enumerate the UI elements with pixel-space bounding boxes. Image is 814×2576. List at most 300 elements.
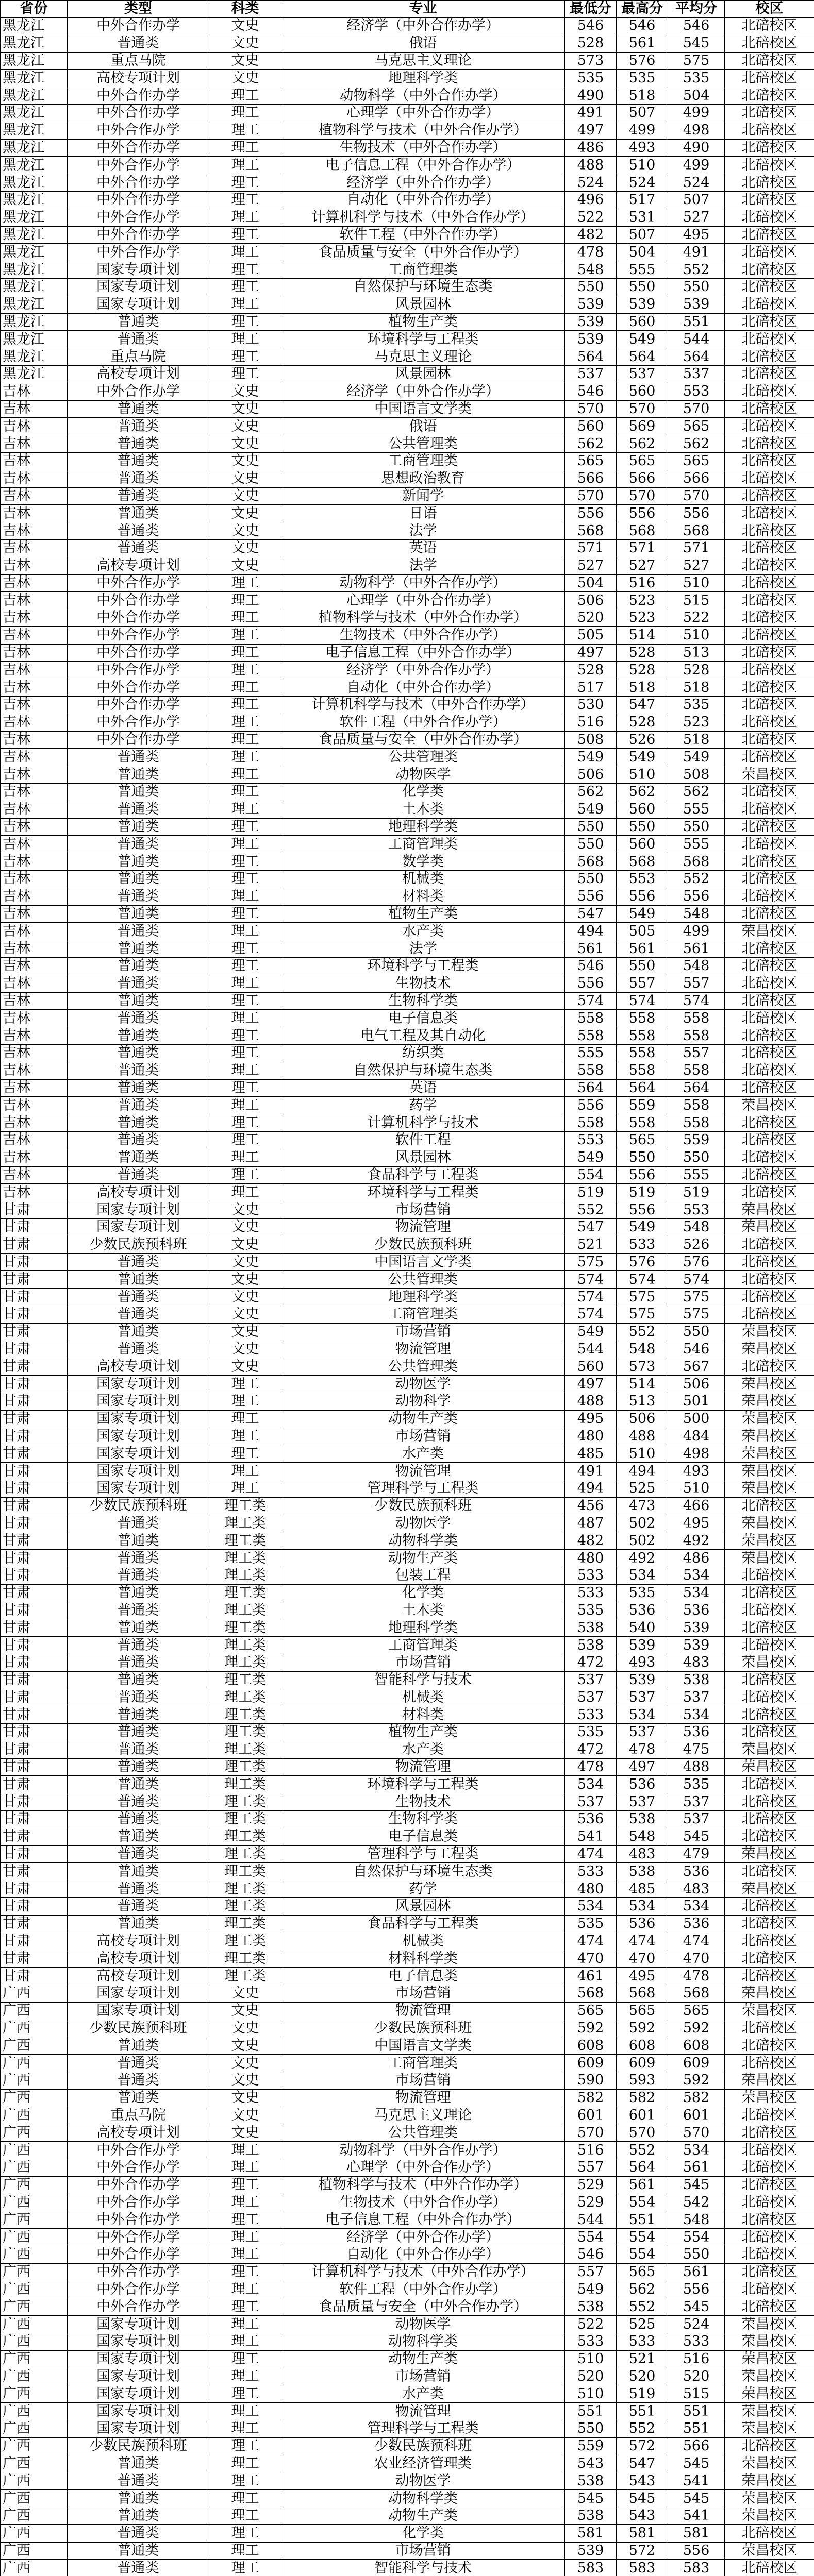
- cell-province: 广西: [1, 2229, 68, 2246]
- cell-province: 吉林: [1, 400, 68, 418]
- cell-subject: 理工: [209, 1428, 281, 1445]
- cell-avg-score: 565: [668, 418, 725, 435]
- cell-major: 地理科学类: [281, 818, 565, 836]
- cell-campus: 北碚校区: [725, 992, 814, 1010]
- cell-campus: 北碚校区: [725, 1811, 814, 1828]
- cell-campus: 北碚校区: [725, 104, 814, 122]
- cell-province: 广西: [1, 2490, 68, 2507]
- cell-type: 普通类: [68, 1306, 209, 1323]
- cell-avg-score: 542: [668, 2194, 725, 2211]
- cell-subject: 理工: [209, 2455, 281, 2472]
- cell-major: 英语: [281, 539, 565, 557]
- cell-max-score: 568: [617, 522, 668, 540]
- table-row: [1, 2281, 814, 2298]
- cell-max-score: 495: [617, 1968, 668, 1985]
- cell-max-score: 546: [617, 18, 668, 35]
- cell-campus: 北碚校区: [725, 818, 814, 836]
- cell-min-score: 539: [565, 2542, 617, 2560]
- cell-type: 国家专项计划: [68, 1463, 209, 1480]
- cell-type: 高校专项计划: [68, 2124, 209, 2142]
- cell-max-score: 561: [617, 940, 668, 958]
- cell-min-score: 548: [565, 261, 617, 279]
- cell-major: 法学: [281, 557, 565, 574]
- table-row: [1, 697, 814, 714]
- cell-province: 黑龙江: [1, 313, 68, 331]
- cell-province: 甘肃: [1, 1758, 68, 1776]
- cell-min-score: 582: [565, 2089, 617, 2107]
- cell-campus: 北碚校区: [725, 1132, 814, 1149]
- cell-avg-score: 558: [668, 1010, 725, 1027]
- cell-major: 生物技术: [281, 975, 565, 992]
- cell-max-score: 518: [617, 87, 668, 105]
- cell-max-score: 565: [617, 2263, 668, 2281]
- cell-max-score: 492: [617, 1550, 668, 1567]
- cell-max-score: 535: [617, 1584, 668, 1602]
- cell-subject: 理工类: [209, 1950, 281, 1968]
- table-row: [1, 1637, 814, 1654]
- cell-subject: 理工: [209, 174, 281, 192]
- cell-max-score: 517: [617, 191, 668, 209]
- header-campus: 校区: [725, 1, 814, 18]
- cell-type: 普通类: [68, 749, 209, 766]
- cell-campus: 北碚校区: [725, 905, 814, 923]
- cell-province: 吉林: [1, 749, 68, 766]
- cell-province: 广西: [1, 2281, 68, 2298]
- cell-province: 吉林: [1, 923, 68, 940]
- cell-subject: 文史: [209, 487, 281, 505]
- cell-type: 普通类: [68, 1550, 209, 1567]
- cell-subject: 理工类: [209, 1845, 281, 1863]
- cell-type: 普通类: [68, 871, 209, 888]
- cell-max-score: 564: [617, 1079, 668, 1097]
- table-row: [1, 1950, 814, 1968]
- table-row: [1, 174, 814, 192]
- cell-type: 高校专项计划: [68, 1933, 209, 1950]
- cell-campus: 荣昌校区: [725, 1532, 814, 1550]
- cell-min-score: 573: [565, 52, 617, 70]
- cell-max-score: 534: [617, 1567, 668, 1584]
- table-row: [1, 1271, 814, 1289]
- cell-max-score: 538: [617, 1863, 668, 1880]
- cell-major: 管理科学与工程类: [281, 2420, 565, 2437]
- table-row: [1, 2560, 814, 2576]
- cell-type: 普通类: [68, 522, 209, 540]
- cell-avg-score: 516: [668, 2350, 725, 2368]
- table-row: [1, 2107, 814, 2124]
- cell-min-score: 558: [565, 1062, 617, 1079]
- cell-province: 甘肃: [1, 1602, 68, 1619]
- cell-min-score: 601: [565, 2107, 617, 2124]
- cell-major: 地理科学类: [281, 1619, 565, 1637]
- cell-major: 少数民族预科班: [281, 1236, 565, 1253]
- cell-min-score: 538: [565, 1637, 617, 1654]
- cell-province: 吉林: [1, 836, 68, 853]
- cell-min-score: 574: [565, 1289, 617, 1306]
- cell-province: 广西: [1, 1985, 68, 2003]
- table-row: [1, 365, 814, 383]
- cell-avg-score: 533: [668, 2333, 725, 2350]
- cell-max-score: 549: [617, 905, 668, 923]
- cell-province: 甘肃: [1, 1845, 68, 1863]
- cell-type: 中外合作办学: [68, 383, 209, 400]
- cell-subject: 文史: [209, 1306, 281, 1323]
- cell-avg-score: 536: [668, 1863, 725, 1880]
- table-row: [1, 940, 814, 958]
- header-avg-score: 平均分: [668, 1, 725, 18]
- cell-province: 广西: [1, 2020, 68, 2037]
- cell-avg-score: 534: [668, 1567, 725, 1584]
- table-row: [1, 1584, 814, 1602]
- cell-avg-score: 550: [668, 818, 725, 836]
- cell-campus: 荣昌校区: [725, 2368, 814, 2385]
- cell-type: 普通类: [68, 1515, 209, 1532]
- cell-type: 普通类: [68, 1271, 209, 1289]
- cell-major: 日语: [281, 505, 565, 522]
- cell-max-score: 608: [617, 2037, 668, 2055]
- cell-min-score: 558: [565, 1010, 617, 1027]
- cell-type: 高校专项计划: [68, 1184, 209, 1201]
- cell-subject: 理工: [209, 609, 281, 627]
- cell-type: 普通类: [68, 1166, 209, 1184]
- cell-province: 吉林: [1, 383, 68, 400]
- cell-campus: 北碚校区: [725, 958, 814, 975]
- table-row: [1, 505, 814, 522]
- cell-province: 广西: [1, 2246, 68, 2264]
- table-row: [1, 2263, 814, 2281]
- cell-subject: 文史: [209, 522, 281, 540]
- cell-campus: 北碚校区: [725, 470, 814, 487]
- cell-campus: 北碚校区: [725, 2176, 814, 2194]
- cell-min-score: 565: [565, 2002, 617, 2020]
- cell-campus: 荣昌校区: [725, 2072, 814, 2090]
- cell-major: 水产类: [281, 2385, 565, 2403]
- cell-min-score: 566: [565, 470, 617, 487]
- cell-max-score: 550: [617, 278, 668, 296]
- cell-major: 植物生产类: [281, 905, 565, 923]
- cell-avg-score: 519: [668, 1184, 725, 1201]
- cell-campus: 北碚校区: [725, 662, 814, 679]
- cell-campus: 北碚校区: [725, 1236, 814, 1253]
- cell-subject: 理工: [209, 2142, 281, 2159]
- cell-type: 中外合作办学: [68, 609, 209, 627]
- cell-max-score: 538: [617, 1811, 668, 1828]
- cell-major: 数学类: [281, 853, 565, 871]
- cell-campus: 北碚校区: [725, 1724, 814, 1741]
- cell-avg-score: 538: [668, 1671, 725, 1689]
- cell-min-score: 533: [565, 1567, 617, 1584]
- cell-avg-score: 498: [668, 1445, 725, 1463]
- cell-province: 甘肃: [1, 1915, 68, 1933]
- cell-major: 中国语言文学类: [281, 1253, 565, 1271]
- cell-max-score: 558: [617, 1027, 668, 1045]
- cell-province: 甘肃: [1, 1550, 68, 1567]
- cell-min-score: 491: [565, 104, 617, 122]
- cell-campus: 荣昌校区: [725, 1445, 814, 1463]
- cell-province: 甘肃: [1, 1497, 68, 1515]
- cell-type: 中外合作办学: [68, 2263, 209, 2281]
- cell-province: 甘肃: [1, 1428, 68, 1445]
- cell-avg-score: 550: [668, 1149, 725, 1166]
- cell-major: 计算机科学与技术: [281, 1114, 565, 1132]
- cell-type: 国家专项计划: [68, 1480, 209, 1497]
- cell-province: 吉林: [1, 801, 68, 818]
- cell-avg-score: 475: [668, 1741, 725, 1758]
- table-row: [1, 2176, 814, 2194]
- cell-min-score: 521: [565, 1236, 617, 1253]
- table-row: [1, 191, 814, 209]
- cell-max-score: 535: [617, 70, 668, 87]
- table-row: [1, 1132, 814, 1149]
- cell-major: 计算机科学与技术（中外合作办学）: [281, 2263, 565, 2281]
- cell-campus: 荣昌校区: [725, 1376, 814, 1393]
- cell-type: 普通类: [68, 1828, 209, 1845]
- cell-type: 中外合作办学: [68, 2176, 209, 2194]
- cell-avg-score: 546: [668, 18, 725, 35]
- cell-min-score: 480: [565, 1428, 617, 1445]
- cell-major: 少数民族预科班: [281, 2437, 565, 2455]
- cell-subject: 文史: [209, 2072, 281, 2090]
- cell-type: 普通类: [68, 1027, 209, 1045]
- cell-type: 中外合作办学: [68, 244, 209, 261]
- cell-campus: 北碚校区: [725, 2281, 814, 2298]
- table-header: [1, 1, 814, 18]
- cell-type: 普通类: [68, 958, 209, 975]
- cell-campus: 北碚校区: [725, 626, 814, 644]
- cell-avg-score: 520: [668, 2368, 725, 2385]
- cell-campus: 北碚校区: [725, 2298, 814, 2316]
- table-row: [1, 1602, 814, 1619]
- cell-major: 风景园林: [281, 365, 565, 383]
- cell-min-score: 608: [565, 2037, 617, 2055]
- cell-max-score: 540: [617, 1619, 668, 1637]
- cell-min-score: 482: [565, 1532, 617, 1550]
- cell-subject: 理工: [209, 923, 281, 940]
- cell-max-score: 528: [617, 644, 668, 662]
- cell-subject: 理工类: [209, 1532, 281, 1550]
- cell-province: 甘肃: [1, 1898, 68, 1916]
- cell-major: 市场营销: [281, 1654, 565, 1671]
- cell-major: 风景园林: [281, 1898, 565, 1916]
- cell-min-score: 533: [565, 1863, 617, 1880]
- cell-subject: 文史: [209, 2089, 281, 2107]
- cell-type: 重点马院: [68, 348, 209, 366]
- cell-major: 物流管理: [281, 1758, 565, 1776]
- cell-type: 中外合作办学: [68, 174, 209, 192]
- cell-avg-score: 558: [668, 1114, 725, 1132]
- table-row: [1, 592, 814, 609]
- cell-campus: 北碚校区: [725, 1950, 814, 1968]
- cell-major: 管理科学与工程类: [281, 1480, 565, 1497]
- cell-subject: 理工: [209, 1062, 281, 1079]
- cell-type: 中外合作办学: [68, 574, 209, 592]
- cell-avg-score: 484: [668, 1428, 725, 1445]
- cell-min-score: 568: [565, 853, 617, 871]
- cell-type: 普通类: [68, 1741, 209, 1758]
- cell-province: 甘肃: [1, 1793, 68, 1811]
- cell-max-score: 536: [617, 1602, 668, 1619]
- table-row: [1, 1480, 814, 1497]
- cell-major: 机械类: [281, 871, 565, 888]
- cell-max-score: 494: [617, 1463, 668, 1480]
- cell-min-score: 544: [565, 2211, 617, 2229]
- cell-subject: 文史: [209, 557, 281, 574]
- cell-max-score: 523: [617, 609, 668, 627]
- cell-major: 环境科学与工程类: [281, 331, 565, 348]
- table-row: [1, 2403, 814, 2420]
- cell-type: 中外合作办学: [68, 731, 209, 749]
- cell-min-score: 480: [565, 1550, 617, 1567]
- table-row: [1, 975, 814, 992]
- cell-major: 化学类: [281, 2524, 565, 2542]
- cell-max-score: 551: [617, 2403, 668, 2420]
- cell-province: 广西: [1, 2350, 68, 2368]
- table-row: [1, 1306, 814, 1323]
- cell-major: 中国语言文学类: [281, 400, 565, 418]
- cell-subject: 理工: [209, 818, 281, 836]
- cell-min-score: 534: [565, 1898, 617, 1916]
- cell-province: 广西: [1, 2072, 68, 2090]
- cell-max-score: 570: [617, 2124, 668, 2142]
- cell-campus: 北碚校区: [725, 1828, 814, 1845]
- cell-province: 黑龙江: [1, 35, 68, 52]
- cell-type: 国家专项计划: [68, 2002, 209, 2020]
- cell-province: 吉林: [1, 662, 68, 679]
- cell-subject: 文史: [209, 2002, 281, 2020]
- table-row: [1, 644, 814, 662]
- cell-subject: 理工: [209, 1184, 281, 1201]
- cell-avg-score: 537: [668, 1811, 725, 1828]
- cell-subject: 理工: [209, 1445, 281, 1463]
- cell-major: 生物科学类: [281, 1811, 565, 1828]
- cell-campus: 北碚校区: [725, 70, 814, 87]
- cell-avg-score: 478: [668, 1968, 725, 1985]
- cell-province: 广西: [1, 2159, 68, 2177]
- cell-subject: 理工: [209, 1393, 281, 1410]
- table-row: [1, 348, 814, 366]
- cell-subject: 文史: [209, 1289, 281, 1306]
- table-row: [1, 784, 814, 801]
- cell-max-score: 553: [617, 871, 668, 888]
- cell-province: 黑龙江: [1, 244, 68, 261]
- table-row: [1, 104, 814, 122]
- cell-province: 黑龙江: [1, 18, 68, 35]
- table-row: [1, 714, 814, 731]
- cell-subject: 文史: [209, 2020, 281, 2037]
- cell-avg-score: 488: [668, 1758, 725, 1776]
- cell-province: 广西: [1, 2560, 68, 2576]
- cell-type: 中外合作办学: [68, 104, 209, 122]
- cell-major: 生物技术: [281, 1793, 565, 1811]
- cell-campus: 北碚校区: [725, 2020, 814, 2037]
- cell-avg-score: 548: [668, 905, 725, 923]
- cell-subject: 理工: [209, 2472, 281, 2490]
- cell-type: 少数民族预科班: [68, 1497, 209, 1515]
- cell-avg-score: 562: [668, 435, 725, 453]
- cell-campus: 北碚校区: [725, 139, 814, 157]
- cell-major: 公共管理类: [281, 749, 565, 766]
- cell-avg-score: 548: [668, 2211, 725, 2229]
- cell-campus: 荣昌校区: [725, 1758, 814, 1776]
- cell-min-score: 574: [565, 1306, 617, 1323]
- cell-min-score: 488: [565, 157, 617, 174]
- cell-campus: 北碚校区: [725, 2142, 814, 2159]
- cell-type: 普通类: [68, 2089, 209, 2107]
- cell-type: 中外合作办学: [68, 2142, 209, 2159]
- cell-campus: 北碚校区: [725, 888, 814, 905]
- cell-campus: 北碚校区: [725, 1584, 814, 1602]
- cell-type: 普通类: [68, 1724, 209, 1741]
- cell-subject: 理工: [209, 2316, 281, 2333]
- cell-max-score: 558: [617, 1010, 668, 1027]
- cell-type: 国家专项计划: [68, 2385, 209, 2403]
- cell-major: 农业经济管理类: [281, 2455, 565, 2472]
- cell-type: 普通类: [68, 2455, 209, 2472]
- cell-major: 经济学（中外合作办学）: [281, 174, 565, 192]
- cell-major: 药学: [281, 1097, 565, 1114]
- cell-type: 普通类: [68, 1289, 209, 1306]
- cell-type: 中外合作办学: [68, 2246, 209, 2264]
- table-row: [1, 766, 814, 784]
- cell-province: 吉林: [1, 505, 68, 522]
- cell-province: 黑龙江: [1, 226, 68, 244]
- table-row: [1, 1933, 814, 1950]
- cell-avg-score: 522: [668, 609, 725, 627]
- cell-avg-score: 486: [668, 1550, 725, 1567]
- cell-major: 市场营销: [281, 2368, 565, 2385]
- cell-province: 甘肃: [1, 1811, 68, 1828]
- cell-avg-score: 568: [668, 1985, 725, 2003]
- cell-type: 中外合作办学: [68, 191, 209, 209]
- cell-subject: 理工: [209, 1149, 281, 1166]
- cell-major: 心理学（中外合作办学）: [281, 2159, 565, 2177]
- cell-campus: 荣昌校区: [725, 2002, 814, 2020]
- cell-subject: 理工类: [209, 1828, 281, 1845]
- cell-major: 物流管理: [281, 2002, 565, 2020]
- table-row: [1, 801, 814, 818]
- cell-province: 甘肃: [1, 1654, 68, 1671]
- table-row: [1, 383, 814, 400]
- cell-subject: 理工: [209, 1114, 281, 1132]
- cell-max-score: 507: [617, 226, 668, 244]
- cell-campus: 北碚校区: [725, 35, 814, 52]
- cell-max-score: 539: [617, 296, 668, 313]
- cell-min-score: 549: [565, 801, 617, 818]
- cell-major: 少数民族预科班: [281, 2020, 565, 2037]
- cell-max-score: 573: [617, 1358, 668, 1376]
- table-row: [1, 2211, 814, 2229]
- cell-avg-score: 510: [668, 626, 725, 644]
- cell-min-score: 494: [565, 1480, 617, 1497]
- table-row: [1, 1968, 814, 1985]
- cell-max-score: 560: [617, 836, 668, 853]
- table-row: [1, 1828, 814, 1845]
- cell-subject: 文史: [209, 1253, 281, 1271]
- cell-major: 机械类: [281, 1689, 565, 1706]
- cell-province: 甘肃: [1, 1567, 68, 1584]
- cell-type: 普通类: [68, 975, 209, 992]
- cell-major: 工商管理类: [281, 836, 565, 853]
- cell-avg-score: 495: [668, 1515, 725, 1532]
- cell-min-score: 545: [565, 2490, 617, 2507]
- cell-avg-score: 581: [668, 2524, 725, 2542]
- cell-type: 高校专项计划: [68, 1950, 209, 1968]
- cell-type: 普通类: [68, 2037, 209, 2055]
- cell-campus: 北碚校区: [725, 801, 814, 818]
- cell-subject: 理工: [209, 278, 281, 296]
- cell-province: 黑龙江: [1, 104, 68, 122]
- cell-avg-score: 470: [668, 1950, 725, 1968]
- cell-type: 普通类: [68, 452, 209, 470]
